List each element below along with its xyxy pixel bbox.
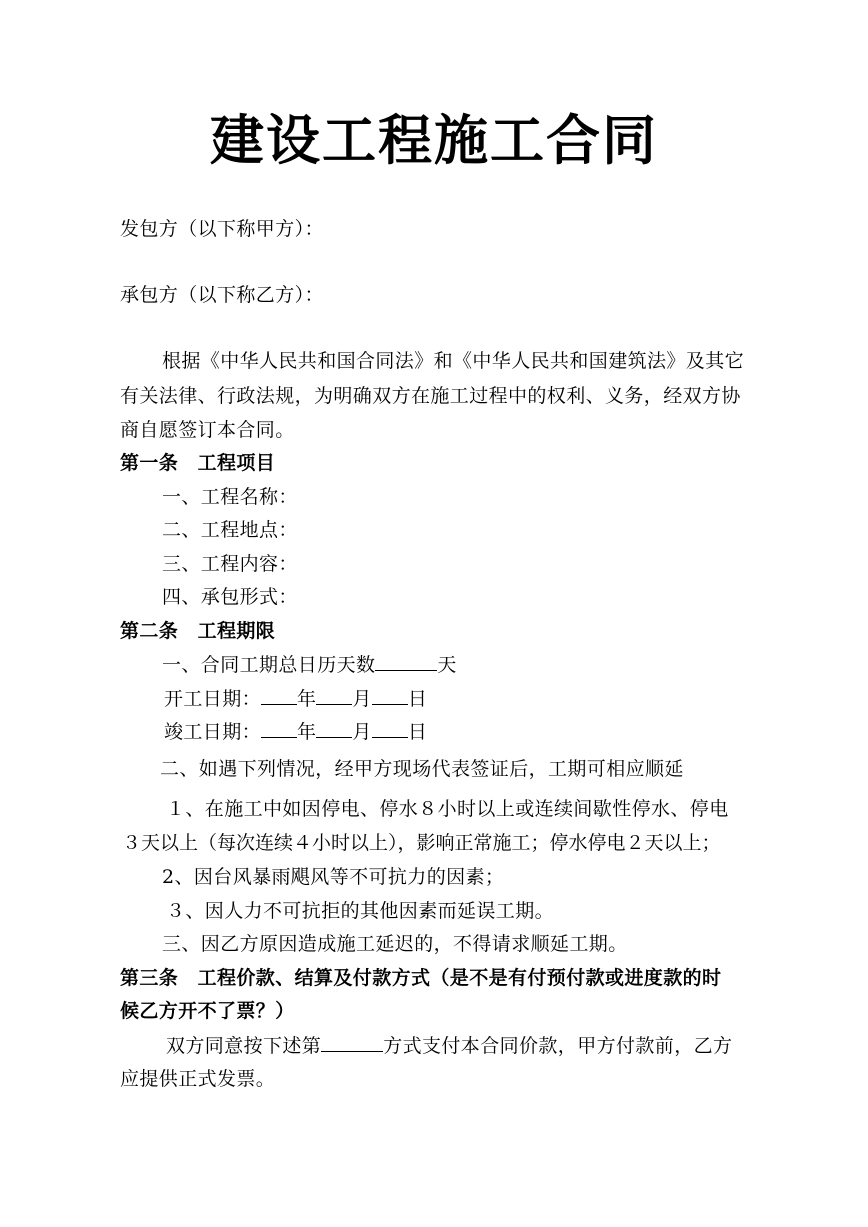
month-unit: 月	[352, 721, 372, 743]
day-unit: 日	[407, 721, 428, 743]
article-1-item-project-location: 二、工程地点：	[162, 519, 298, 541]
preamble-line-2: 有关法律、行政法规，为明确双方在施工过程中的权利、义务，经双方协	[120, 385, 741, 407]
end-date-line	[164, 718, 427, 745]
payment-method-prefix: 双方同意按下述第	[166, 1035, 322, 1057]
payment-method-suffix: 方式支付本合同价款，甲方付款前，乙方	[383, 1035, 733, 1057]
preamble-line-3: 商自愿签订本合同。	[120, 419, 295, 441]
end-month-blank[interactable]	[316, 718, 352, 738]
end-date-label: 竣工日期：	[164, 721, 262, 743]
start-month-blank[interactable]	[316, 685, 352, 705]
end-day-blank[interactable]	[372, 718, 408, 738]
end-year-blank[interactable]	[261, 718, 297, 738]
payment-method-blank[interactable]	[321, 1032, 383, 1052]
extension-case-1-line-2: ３天以上（每次连续４小时以上），影响正常施工；停水停电２天以上；	[122, 832, 721, 854]
total-days-line	[162, 651, 457, 678]
party-a-line: 发包方（以下称甲方）：	[120, 218, 324, 240]
contract-title: 建设工程施工合同	[210, 108, 658, 172]
year-unit: 年	[297, 688, 317, 710]
article-2-heading: 第二条 工程期限	[120, 620, 276, 642]
day-unit: 日	[407, 688, 428, 710]
extension-intro: 二、如遇下列情况，经甲方现场代表签证后，工期可相应顺延	[160, 758, 684, 780]
start-date-label: 开工日期：	[164, 688, 262, 710]
party-b-line: 承包方（以下称乙方）：	[120, 284, 324, 306]
extension-case-2: 2、因台风暴雨飓风等不可抗力的因素；	[162, 866, 505, 888]
start-year-blank[interactable]	[261, 685, 297, 705]
days-unit: 天	[437, 654, 457, 676]
article-1-item-contract-form: 四、承包形式：	[162, 586, 298, 608]
total-days-blank[interactable]	[375, 651, 437, 671]
start-day-blank[interactable]	[372, 685, 408, 705]
year-unit: 年	[297, 721, 317, 743]
preamble-line-1: 根据《中华人民共和国合同法》和《中华人民共和国建筑法》及其它	[162, 350, 745, 372]
month-unit: 月	[352, 688, 372, 710]
article-3-heading-line-1: 第三条 工程价款、结算及付款方式（是不是有付预付款或进度款的时	[120, 967, 722, 989]
start-date-line	[164, 685, 427, 712]
total-days-label: 一、合同工期总日历天数	[162, 654, 376, 676]
article-1-item-project-name: 一、工程名称：	[162, 486, 298, 508]
payment-method-line	[166, 1032, 732, 1059]
article-1-item-project-content: 三、工程内容：	[162, 553, 298, 575]
extension-case-3: ３、因人力不可抗拒的其他因素而延误工期。	[166, 900, 555, 922]
article-1-heading: 第一条 工程项目	[120, 452, 276, 474]
payment-invoice-line: 应提供正式发票。	[120, 1068, 276, 1090]
article-3-heading-line-2: 候乙方开不了票？）	[120, 1000, 295, 1022]
extension-case-1-line-1: １、在施工中如因停电、停水８小时以上或连续间歇性停水、停电	[166, 798, 729, 820]
no-extension-clause: 三、因乙方原因造成施工延迟的，不得请求顺延工期。	[162, 933, 628, 955]
